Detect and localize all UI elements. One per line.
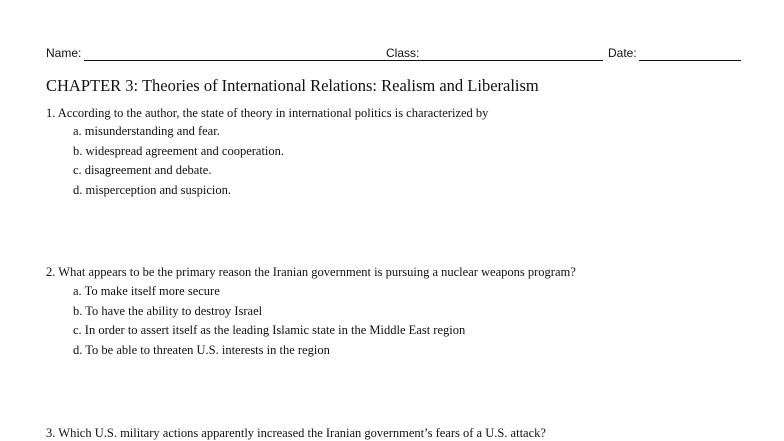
class-field-line[interactable] [420,60,603,61]
question-1-option-d: d. misperception and suspicion. [73,182,231,197]
question-3-text: 3. Which U.S. military actions apparently increased the Iranian government’s fears of a U.S. attack? [46,426,546,440]
date-label: Date: [608,46,637,60]
question-1-options [73,122,284,200]
question-2-option-b: b. To have the ability to destroy Israel [73,303,263,318]
question-2-option-c: c. In order to assert itself as the leading Islamic state in the Middle East region [73,323,466,337]
name-field-line[interactable] [84,60,426,61]
question-1-option-a: a. misunderstanding and fear. [73,124,220,138]
question-1-text: 1. According to the author, the state of theory in international politics is characterized by [46,106,489,120]
question-2-option-a: a. To make itself more secure [73,284,220,298]
question-1-option-b: b. widespread agreement and cooperation. [73,143,285,158]
question-1-option-c: c. disagreement and debate. [73,163,212,177]
name-label: Name: [46,46,82,60]
class-label: Class: [386,46,420,60]
student-info-header [46,44,741,64]
question-2-option-d: d. To be able to threaten U.S. interests in the region [73,342,330,357]
question-2-text: 2. What appears to be the primary reason the Iranian government is pursuing a nuclear weapons program? [46,265,576,279]
question-2-options [73,282,465,360]
date-field-line[interactable] [639,60,741,61]
page-title: CHAPTER 3: Theories of International Relations: Realism and Liberalism [46,76,539,95]
